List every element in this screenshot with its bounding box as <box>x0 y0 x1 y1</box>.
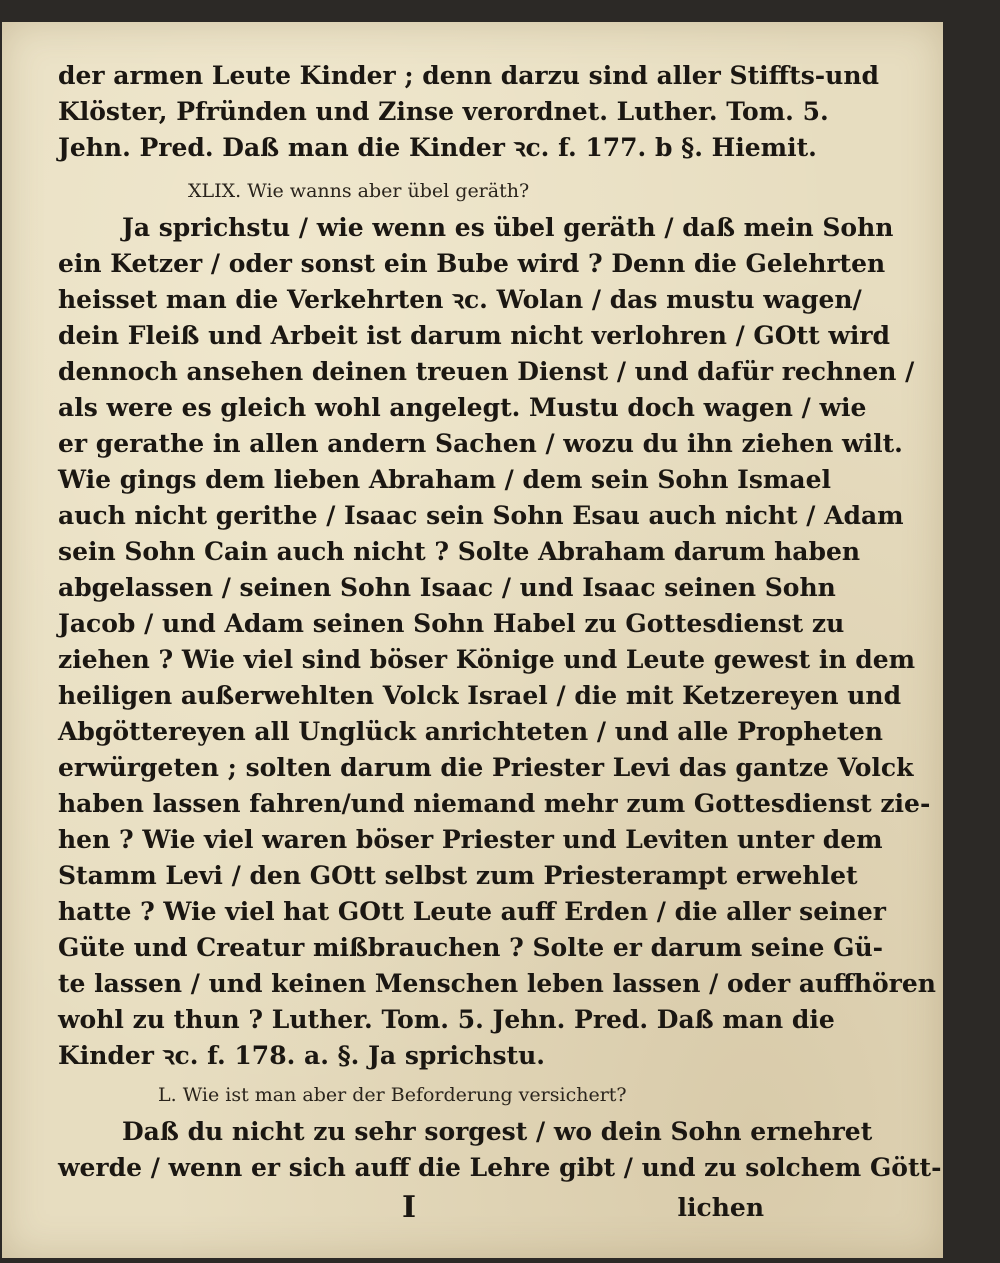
text-line: werde / wenn er sich auff die Lehre gibt / und zu solchem Gött- <box>58 1153 942 1182</box>
text-line: ziehen ? Wie viel sind böser Könige und Leute gewest in dem <box>58 645 916 674</box>
text-line: sein Sohn Cain auch nicht ? Solte Abraham darum haben <box>58 537 861 566</box>
text-line: dein Fleiß und Arbeit ist darum nicht verlohren / GOtt wird <box>58 321 891 350</box>
text-line: wohl zu thun ? Luther. Tom. 5. Jehn. Pred. Daß man die <box>58 1005 835 1034</box>
text-line: ein Ketzer / oder sonst ein Bube wird ? Denn die Gelehrten <box>58 249 886 278</box>
text-line: hatte ? Wie viel hat GOtt Leute auff Erden / die aller seiner <box>58 897 886 926</box>
catchword: lichen <box>677 1193 764 1222</box>
text-line: te lassen / und keinen Menschen leben lassen / oder auffhören <box>58 969 936 998</box>
text-line: der armen Leute Kinder ; denn darzu sind aller Stiffts-und <box>58 61 880 90</box>
text-line: Kinder ꝛc. f. 178. a. §. Ja sprichstu. <box>58 1041 545 1070</box>
page-footer <box>58 1188 798 1228</box>
text-line: er gerathe in allen andern Sachen / wozu du ihn ziehen wilt. <box>58 429 903 458</box>
book-page <box>2 22 943 1258</box>
text-line: Jehn. Pred. Daß man die Kinder ꝛc. f. 177. b §. Hiemit. <box>58 133 817 162</box>
text-line: haben lassen fahren/und niemand mehr zum Gottesdienst zie- <box>58 789 931 818</box>
question-heading-xlix: XLIX. Wie wanns aber übel geräth? <box>188 180 530 202</box>
text-line: Stamm Levi / den GOtt selbst zum Priesterampt erwehlet <box>58 861 858 890</box>
signature-mark: I <box>402 1190 417 1225</box>
text-line: abgelassen / seinen Sohn Isaac / und Isaac seinen Sohn <box>58 573 836 602</box>
question-heading-l: L. Wie ist man aber der Beforderung versichert? <box>158 1084 627 1106</box>
text-line: als were es gleich wohl angelegt. Mustu doch wagen / wie <box>58 393 867 422</box>
text-line: Ja sprichstu / wie wenn es übel geräth / daß mein Sohn <box>122 213 894 242</box>
text-line: Güte und Creatur mißbrauchen ? Solte er darum seine Gü- <box>58 933 884 962</box>
text-line: heisset man die Verkehrten ꝛc. Wolan / das mustu wagen/ <box>58 285 862 314</box>
text-line: Abgöttereyen all Unglück anrichteten / und alle Propheten <box>58 717 883 746</box>
text-line: dennoch ansehen deinen treuen Dienst / und dafür rechnen / <box>58 357 915 386</box>
text-line: Klöster, Pfründen und Zinse verordnet. Luther. Tom. 5. <box>58 97 829 126</box>
text-line: Jacob / und Adam seinen Sohn Habel zu Gottesdienst zu <box>58 609 845 638</box>
page-text <box>58 58 942 1228</box>
text-line: Wie gings dem lieben Abraham / dem sein Sohn Ismael <box>58 465 831 494</box>
text-line: auch nicht gerithe / Isaac sein Sohn Esau auch nicht / Adam <box>58 501 904 530</box>
text-line: hen ? Wie viel waren böser Priester und Leviten unter dem <box>58 825 883 854</box>
text-line: Daß du nicht zu sehr sorgest / wo dein Sohn ernehret <box>122 1117 873 1146</box>
text-line: erwürgeten ; solten darum die Priester Levi das gantze Volck <box>58 753 914 782</box>
text-line: heiligen außerwehlten Volck Israel / die mit Ketzereyen und <box>58 681 902 710</box>
